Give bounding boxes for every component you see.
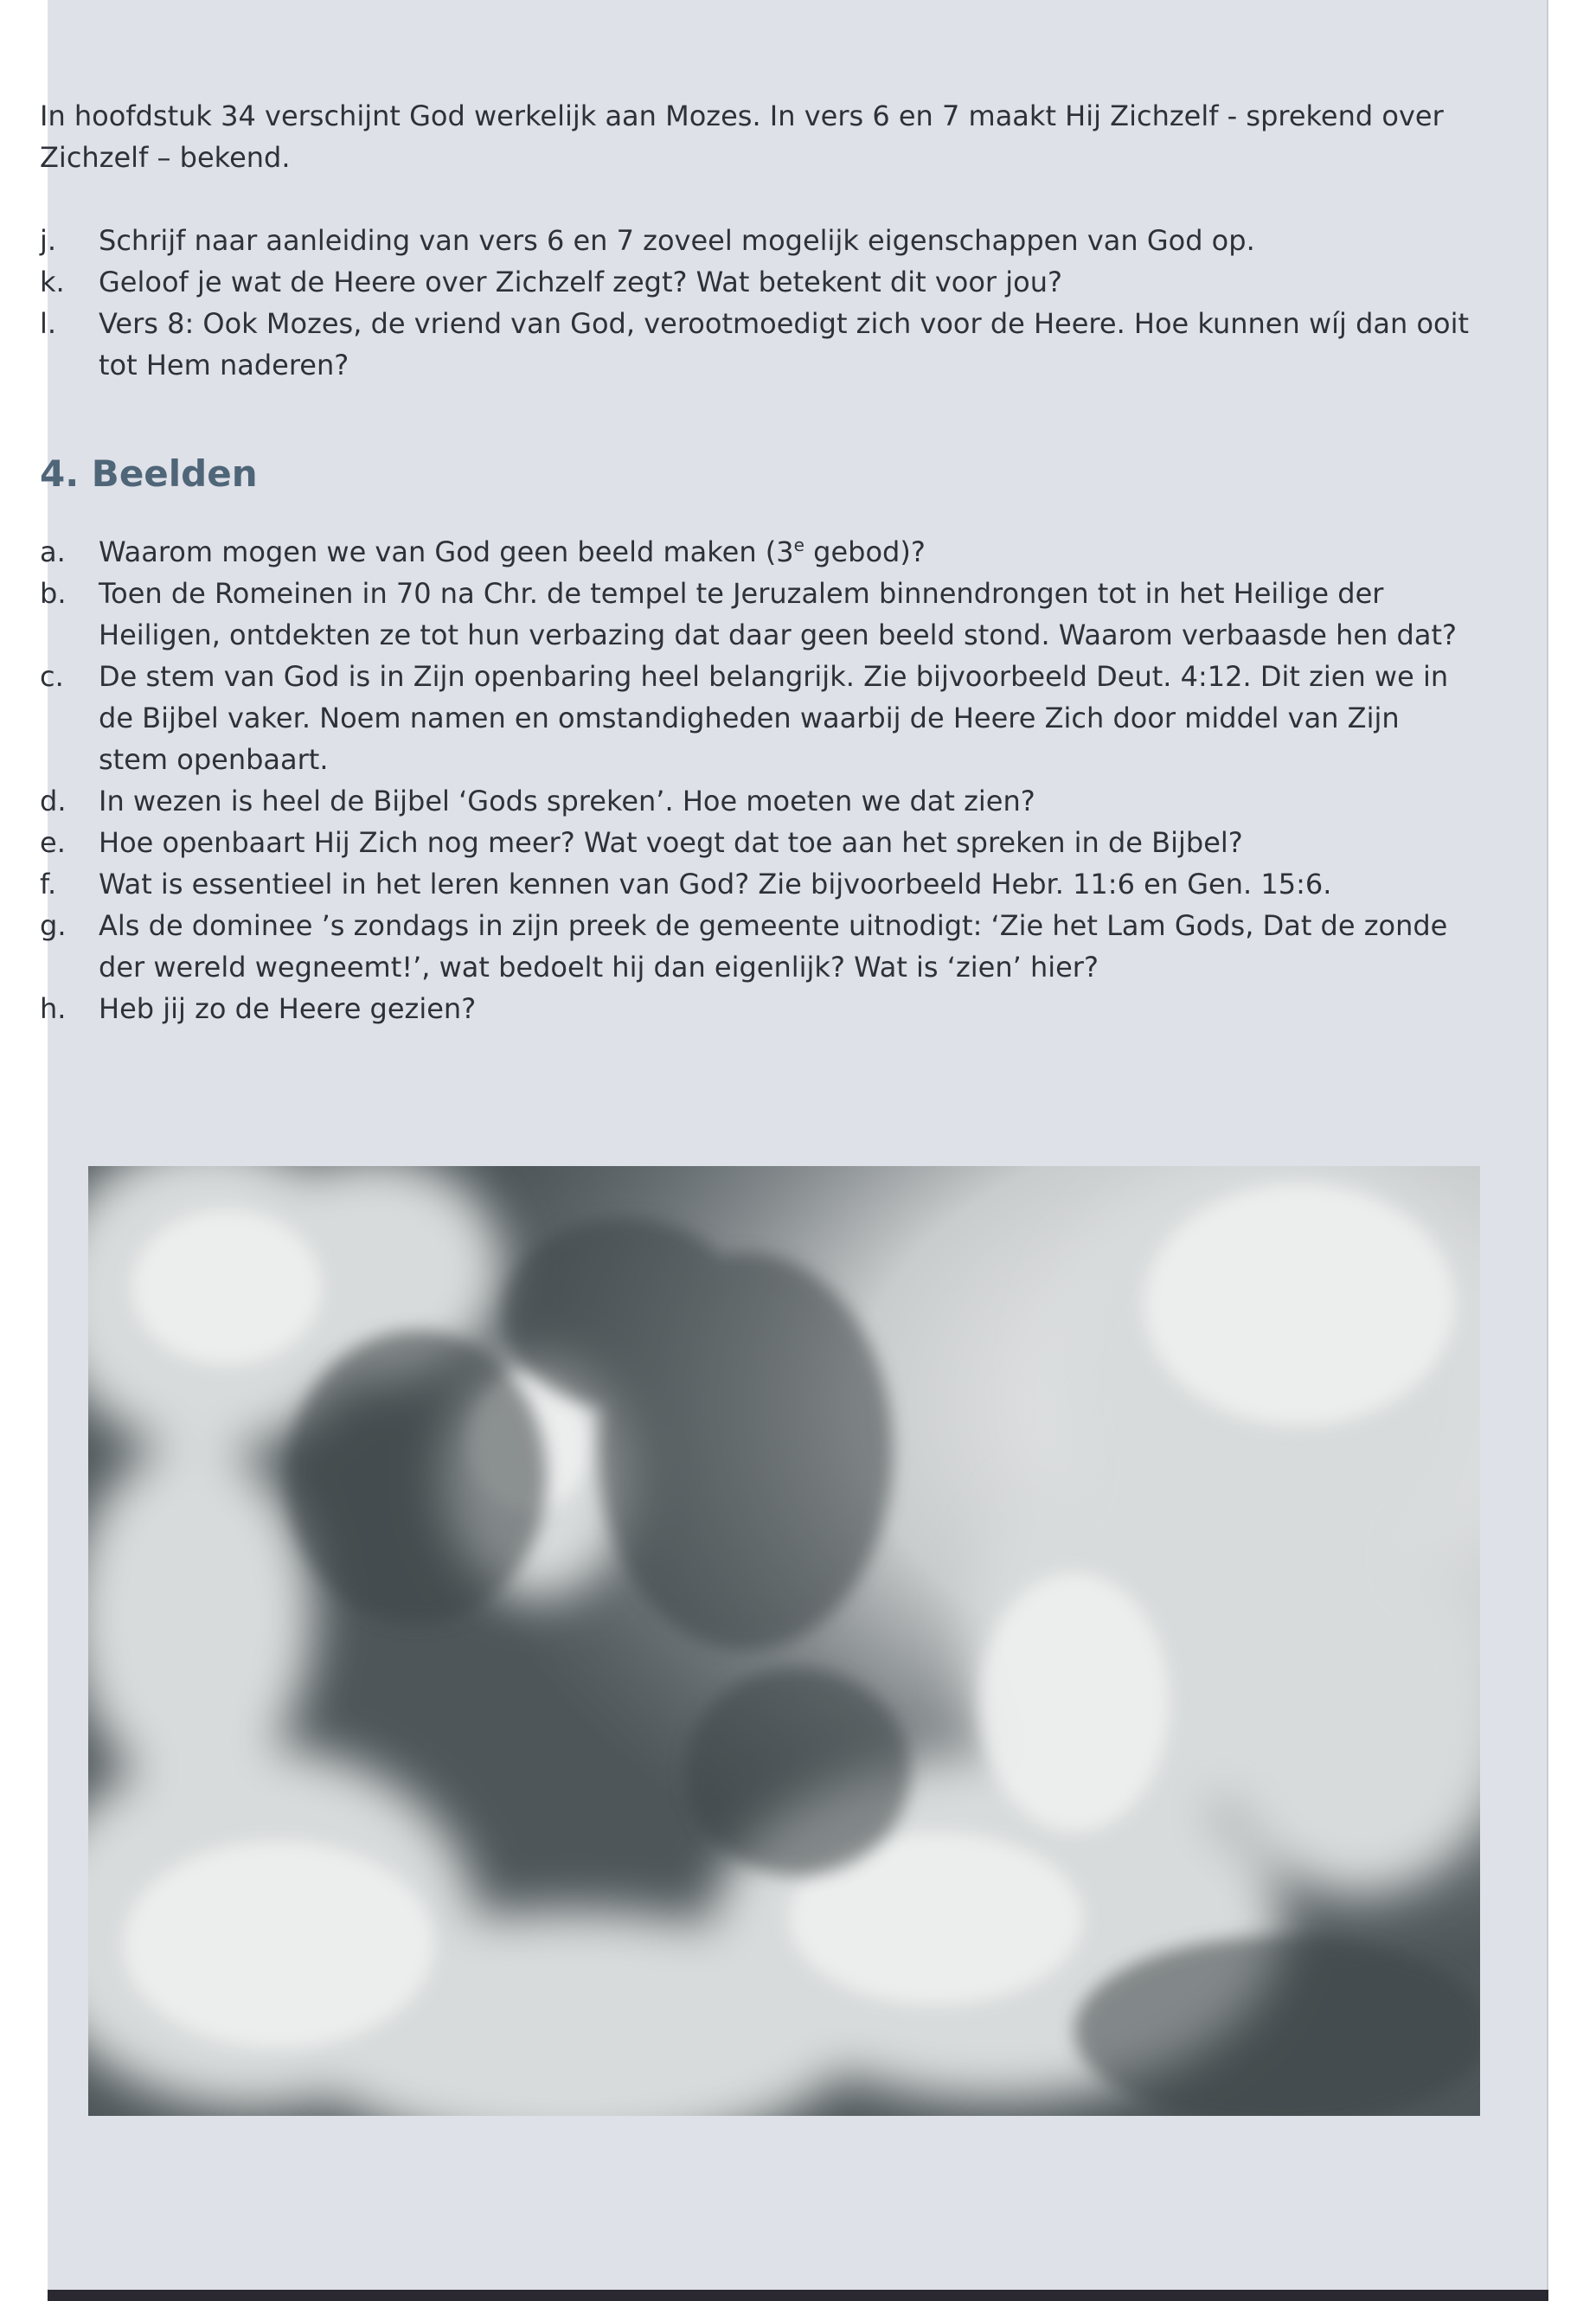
item-text: Toen de Romeinen in 70 na Chr. de tempel te Jeruzalem binnendrongen tot in het Heilige der Heiligen, ontdekten ze tot hun verbazing dat daar geen beeld stond. Waarom verbaasde hen dat? <box>99 577 1457 651</box>
item-letter: k. <box>40 266 65 298</box>
item-text-before: Waarom mogen we van God geen beeld maken (3 <box>99 535 794 568</box>
list-item <box>40 303 1476 386</box>
item-text: Heb jij zo de Heere gezien? <box>99 992 477 1025</box>
list-item <box>40 988 1476 1029</box>
item-letter: j. <box>40 224 57 257</box>
list-item <box>40 220 1476 261</box>
list-item <box>40 905 1476 988</box>
page-content <box>40 95 1476 1029</box>
item-letter: b. <box>40 577 67 610</box>
item-text: Geloof je wat de Heere over Zichzelf zegt? Wat betekent dit voor jou? <box>99 266 1062 298</box>
item-letter: c. <box>40 660 64 693</box>
item-letter: d. <box>40 785 67 817</box>
cloud-sky-illustration <box>88 1166 1480 2116</box>
section-heading: 4. Beelden <box>40 452 258 495</box>
list-item <box>40 261 1476 303</box>
list-item <box>40 863 1476 905</box>
item-text: In wezen is heel de Bijbel ‘Gods spreken’. Hoe moeten we dat zien? <box>99 785 1035 817</box>
ordinal-superscript: e <box>793 535 804 555</box>
item-letter: f. <box>40 868 57 901</box>
list-item <box>40 531 1476 573</box>
list-item <box>40 780 1476 822</box>
item-text: Als de dominee ’s zondags in zijn preek de gemeente uitnodigt: ‘Zie het Lam Gods, Dat de zonde der wereld wegneemt!’, wat bedoelt hij dan eigenlijk? Wat is ‘zien’ hier? <box>99 909 1448 984</box>
question-list-beelden <box>40 531 1476 1029</box>
list-item <box>40 822 1476 863</box>
page-bottom-edge <box>48 2290 1548 2301</box>
question-list-part1 <box>40 220 1476 386</box>
cloud-sky-photo <box>88 1166 1480 2116</box>
intro-paragraph: In hoofdstuk 34 verschijnt God werkelijk aan Mozes. In vers 6 en 7 maakt Hij Zichzelf - sprekend over Zichzelf – bekend. <box>40 99 1444 174</box>
item-letter: h. <box>40 992 67 1025</box>
list-item <box>40 573 1476 656</box>
item-letter: g. <box>40 909 67 942</box>
item-text <box>99 531 1476 573</box>
item-text: Hoe openbaart Hij Zich nog meer? Wat voegt dat toe aan het spreken in de Bijbel? <box>99 826 1243 859</box>
item-letter: l. <box>40 307 57 340</box>
list-item <box>40 656 1476 780</box>
item-letter: e. <box>40 826 66 859</box>
item-letter: a. <box>40 535 66 568</box>
item-text: Vers 8: Ook Mozes, de vriend van God, verootmoedigt zich voor de Heere. Hoe kunnen wíj dan ooit tot Hem naderen? <box>99 307 1470 381</box>
item-text: De stem van God is in Zijn openbaring heel belangrijk. Zie bijvoorbeeld Deut. 4:12. Dit zien we in de Bijbel vaker. Noem namen en omstandigheden waarbij de Heere Zich door middel van Zijn stem openbaart. <box>99 660 1449 776</box>
item-text-after: gebod)? <box>804 535 926 568</box>
item-text: Wat is essentieel in het leren kennen van God? Zie bijvoorbeeld Hebr. 11:6 en Gen. 15:6. <box>99 868 1332 901</box>
item-text: Schrijf naar aanleiding van vers 6 en 7 zoveel mogelijk eigenschappen van God op. <box>99 224 1255 257</box>
